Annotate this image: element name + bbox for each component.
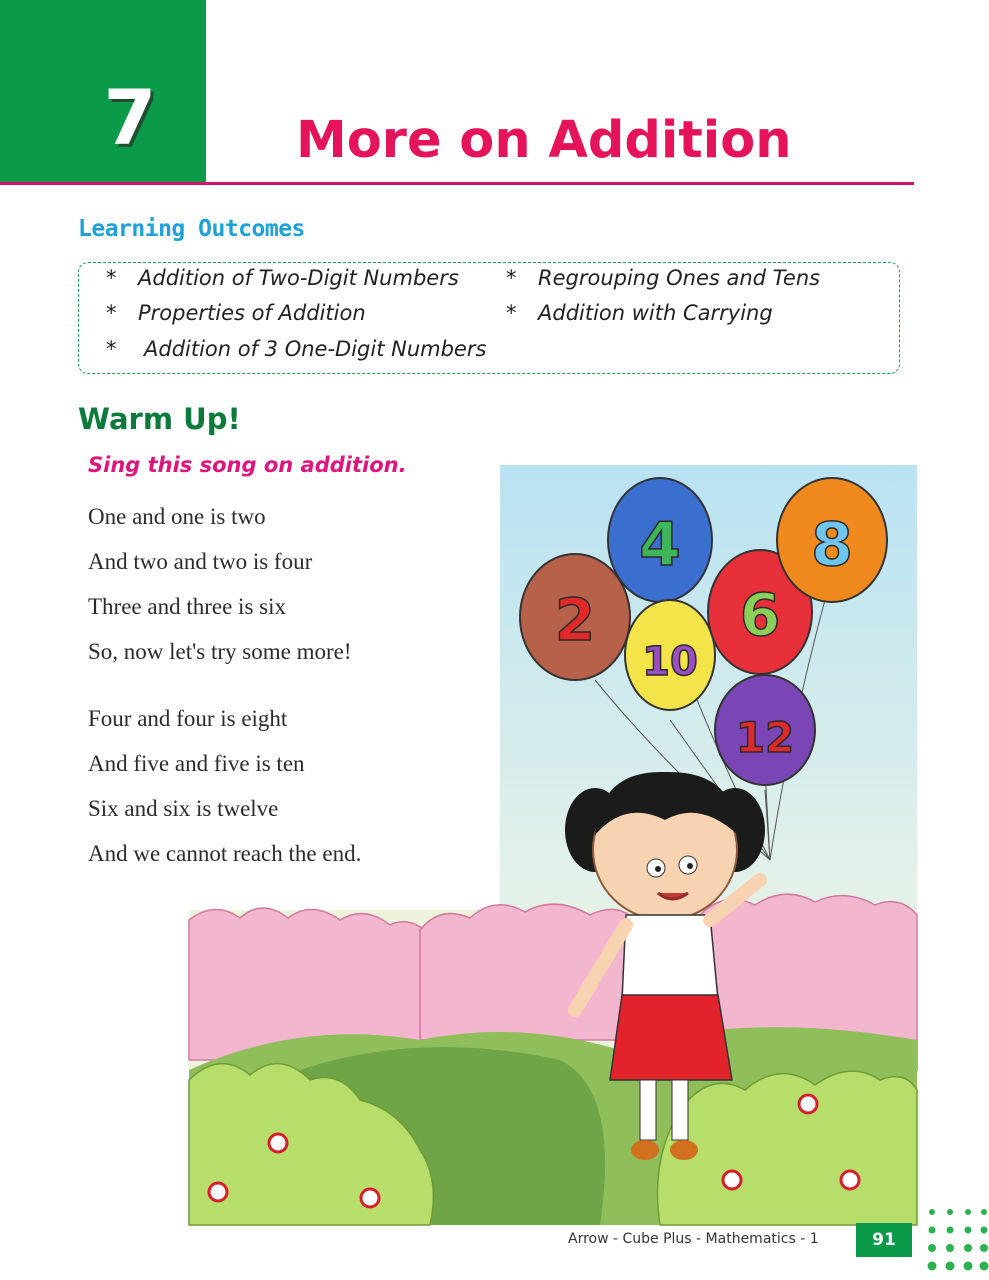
book-title-footer: Arrow - Cube Plus - Mathematics - 1 bbox=[568, 1231, 819, 1247]
outcome-text: Addition with Carrying bbox=[538, 301, 773, 325]
song-line: So, now let's try some more! bbox=[88, 639, 352, 664]
bullet-star: * bbox=[506, 301, 517, 325]
outcome-text: Properties of Addition bbox=[138, 301, 366, 325]
balloon-number: 12 bbox=[735, 713, 795, 762]
balloon-number: 2 bbox=[554, 586, 596, 654]
balloon-number: 4 bbox=[639, 510, 681, 580]
song-line: Six and six is twelve bbox=[88, 796, 279, 821]
song-line: One and one is two bbox=[88, 504, 266, 529]
bullet-star: * bbox=[106, 337, 117, 361]
song-line: And two and two is four bbox=[88, 549, 313, 574]
chapter-title: More on Addition bbox=[296, 111, 792, 170]
chapter-number: 7 bbox=[103, 73, 157, 162]
learning-outcomes-heading: Learning Outcomes bbox=[78, 216, 305, 242]
balloon-number: 6 bbox=[739, 581, 781, 649]
warm-up-heading: Warm Up! bbox=[78, 402, 241, 436]
song-line: Three and three is six bbox=[88, 594, 286, 619]
bullet-star: * bbox=[106, 301, 117, 325]
song-line: And five and five is ten bbox=[88, 751, 305, 776]
balloon-number: 8 bbox=[811, 510, 853, 580]
song-line: And we cannot reach the end. bbox=[88, 841, 362, 866]
outcome-text: Addition of 3 One-Digit Numbers bbox=[144, 337, 487, 361]
bullet-star: * bbox=[506, 266, 517, 290]
decorative-dots bbox=[928, 1209, 989, 1271]
outcome-text: Addition of Two-Digit Numbers bbox=[138, 266, 459, 290]
page-number: 91 bbox=[856, 1223, 912, 1257]
song-line: Four and four is eight bbox=[88, 706, 288, 731]
outcome-text: Regrouping Ones and Tens bbox=[538, 266, 821, 290]
balloon-number: 10 bbox=[642, 639, 698, 685]
bullet-star: * bbox=[106, 266, 117, 290]
song-instruction: Sing this song on addition. bbox=[88, 453, 407, 477]
